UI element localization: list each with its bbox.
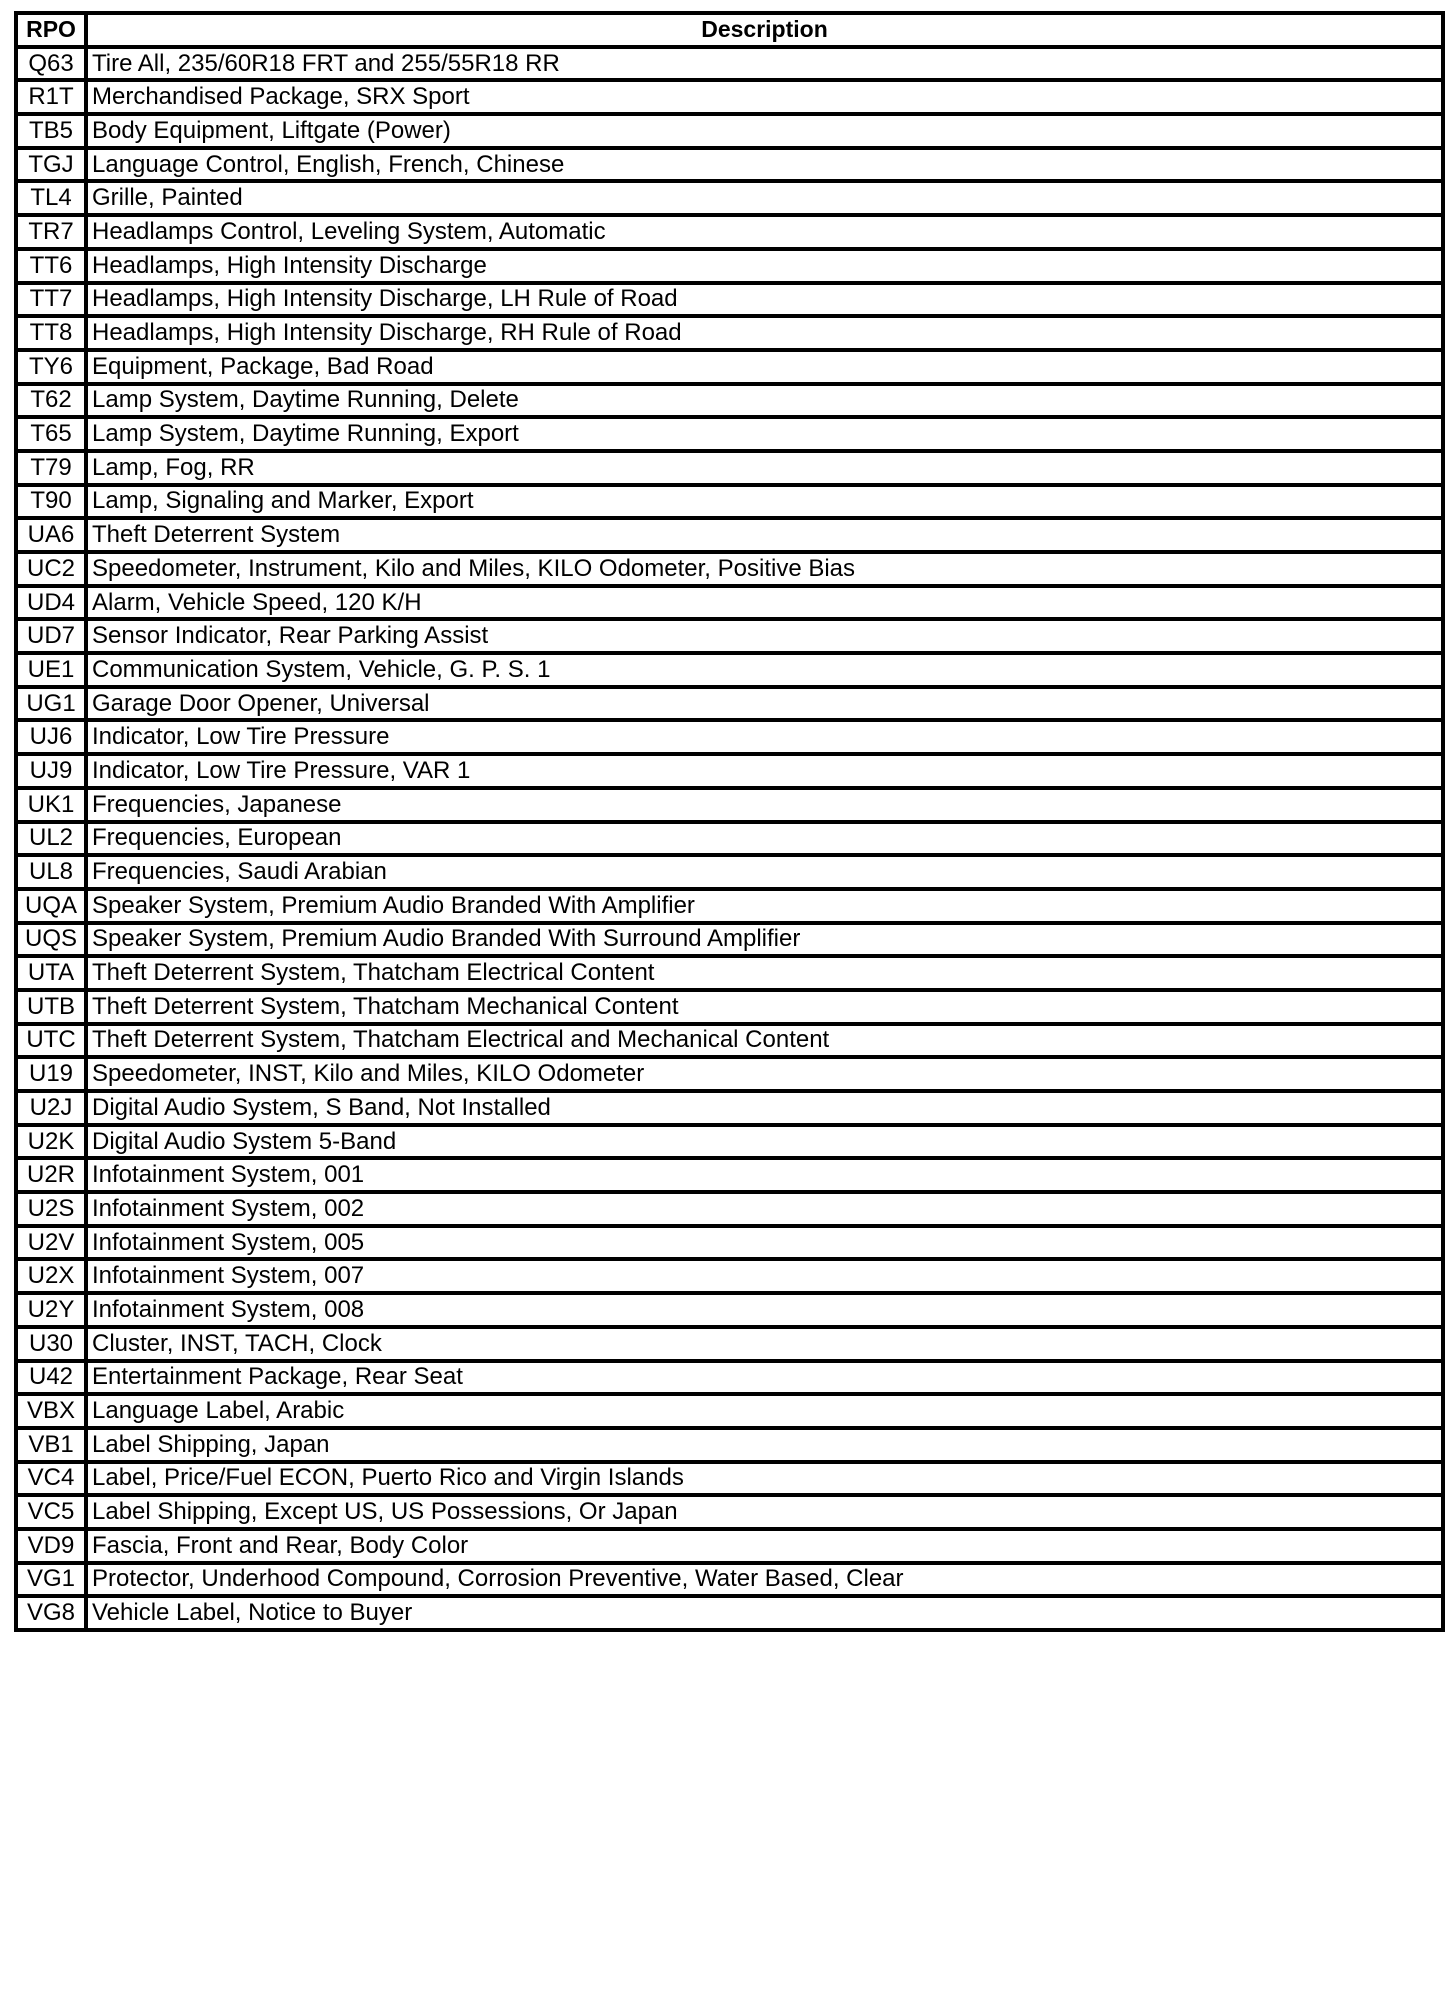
description-cell: Label Shipping, Japan (86, 1428, 1443, 1462)
description-cell: Speaker System, Premium Audio Branded With Surround Amplifier (86, 923, 1443, 957)
description-cell: Language Control, English, French, Chinese (86, 148, 1443, 182)
rpo-code-cell: VG8 (16, 1596, 86, 1630)
description-cell: Infotainment System, 002 (86, 1192, 1443, 1226)
rpo-code-cell: VBX (16, 1394, 86, 1428)
description-cell: Theft Deterrent System, Thatcham Electrical and Mechanical Content (86, 1024, 1443, 1058)
rpo-code-cell: U2V (16, 1226, 86, 1260)
table-row (16, 384, 1443, 418)
table-row (16, 855, 1443, 889)
description-cell: Digital Audio System, S Band, Not Installed (86, 1091, 1443, 1125)
description-cell: Lamp, Signaling and Marker, Export (86, 485, 1443, 519)
table-row (16, 1596, 1443, 1630)
table-row (16, 1529, 1443, 1563)
rpo-code-cell: U2R (16, 1158, 86, 1192)
rpo-code-cell: VB1 (16, 1428, 86, 1462)
table-row (16, 1259, 1443, 1293)
description-cell: Label Shipping, Except US, US Possessions, Or Japan (86, 1495, 1443, 1529)
rpo-code-cell: U2X (16, 1259, 86, 1293)
description-cell: Equipment, Package, Bad Road (86, 350, 1443, 384)
table-row (16, 417, 1443, 451)
table-row (16, 1158, 1443, 1192)
table-row (16, 788, 1443, 822)
description-cell: Label, Price/Fuel ECON, Puerto Rico and Virgin Islands (86, 1462, 1443, 1496)
table-row (16, 114, 1443, 148)
description-cell: Lamp System, Daytime Running, Export (86, 417, 1443, 451)
table-row (16, 1192, 1443, 1226)
description-cell: Grille, Painted (86, 181, 1443, 215)
table-row (16, 687, 1443, 721)
description-cell: Alarm, Vehicle Speed, 120 K/H (86, 586, 1443, 620)
description-cell: Body Equipment, Liftgate (Power) (86, 114, 1443, 148)
table-row (16, 80, 1443, 114)
table-row (16, 754, 1443, 788)
table-row (16, 956, 1443, 990)
table-row (16, 822, 1443, 856)
table-row (16, 1394, 1443, 1428)
rpo-code-cell: UK1 (16, 788, 86, 822)
rpo-code-cell: VC4 (16, 1462, 86, 1496)
rpo-code-cell: UJ6 (16, 720, 86, 754)
table-row (16, 249, 1443, 283)
table-row (16, 283, 1443, 317)
description-cell: Speedometer, INST, Kilo and Miles, KILO Odometer (86, 1057, 1443, 1091)
table-row (16, 451, 1443, 485)
rpo-code-cell: UC2 (16, 552, 86, 586)
rpo-code-cell: UQS (16, 923, 86, 957)
rpo-code-cell: T90 (16, 485, 86, 519)
description-cell: Indicator, Low Tire Pressure, VAR 1 (86, 754, 1443, 788)
table-row (16, 586, 1443, 620)
description-cell: Headlamps Control, Leveling System, Automatic (86, 215, 1443, 249)
description-cell: Digital Audio System 5-Band (86, 1125, 1443, 1159)
table-header-row (16, 13, 1443, 47)
description-cell: Garage Door Opener, Universal (86, 687, 1443, 721)
rpo-code-cell: U2Y (16, 1293, 86, 1327)
table-row (16, 148, 1443, 182)
rpo-code-cell: UL8 (16, 855, 86, 889)
description-cell: Infotainment System, 001 (86, 1158, 1443, 1192)
description-cell: Theft Deterrent System (86, 518, 1443, 552)
rpo-table (14, 11, 1445, 1632)
description-cell: Theft Deterrent System, Thatcham Electrical Content (86, 956, 1443, 990)
rpo-code-cell: TR7 (16, 215, 86, 249)
table-row (16, 215, 1443, 249)
rpo-code-cell: VD9 (16, 1529, 86, 1563)
rpo-code-cell: TL4 (16, 181, 86, 215)
description-cell: Fascia, Front and Rear, Body Color (86, 1529, 1443, 1563)
rpo-document (14, 11, 1441, 1632)
description-cell: Frequencies, Saudi Arabian (86, 855, 1443, 889)
description-cell: Indicator, Low Tire Pressure (86, 720, 1443, 754)
description-cell: Entertainment Package, Rear Seat (86, 1361, 1443, 1395)
description-cell: Theft Deterrent System, Thatcham Mechanical Content (86, 990, 1443, 1024)
rpo-code-cell: TY6 (16, 350, 86, 384)
rpo-code-cell: Q63 (16, 47, 86, 81)
rpo-code-cell: UQA (16, 889, 86, 923)
description-cell: Cluster, INST, TACH, Clock (86, 1327, 1443, 1361)
table-row (16, 1462, 1443, 1496)
rpo-code-cell: TT8 (16, 316, 86, 350)
description-cell: Tire All, 235/60R18 FRT and 255/55R18 RR (86, 47, 1443, 81)
description-cell: Vehicle Label, Notice to Buyer (86, 1596, 1443, 1630)
rpo-code-cell: R1T (16, 80, 86, 114)
rpo-code-cell: T62 (16, 384, 86, 418)
table-row (16, 1125, 1443, 1159)
rpo-code-cell: UE1 (16, 653, 86, 687)
table-row (16, 990, 1443, 1024)
table-row (16, 923, 1443, 957)
description-cell: Lamp System, Daytime Running, Delete (86, 384, 1443, 418)
rpo-code-cell: U2J (16, 1091, 86, 1125)
rpo-code-cell: VG1 (16, 1563, 86, 1597)
rpo-code-cell: U2S (16, 1192, 86, 1226)
table-row (16, 1361, 1443, 1395)
rpo-code-cell: UJ9 (16, 754, 86, 788)
table-row (16, 1091, 1443, 1125)
rpo-code-cell: VC5 (16, 1495, 86, 1529)
rpo-code-cell: UG1 (16, 687, 86, 721)
rpo-code-cell: TT6 (16, 249, 86, 283)
rpo-code-cell: UA6 (16, 518, 86, 552)
table-row (16, 720, 1443, 754)
rpo-code-cell: UL2 (16, 822, 86, 856)
description-cell: Infotainment System, 007 (86, 1259, 1443, 1293)
description-cell: Language Label, Arabic (86, 1394, 1443, 1428)
rpo-code-cell: U19 (16, 1057, 86, 1091)
rpo-code-cell: U2K (16, 1125, 86, 1159)
table-row (16, 1563, 1443, 1597)
header-rpo: RPO (16, 13, 86, 47)
description-cell: Speedometer, Instrument, Kilo and Miles, KILO Odometer, Positive Bias (86, 552, 1443, 586)
rpo-code-cell: UD4 (16, 586, 86, 620)
rpo-code-cell: UTC (16, 1024, 86, 1058)
table-row (16, 181, 1443, 215)
description-cell: Infotainment System, 005 (86, 1226, 1443, 1260)
rpo-code-cell: UTA (16, 956, 86, 990)
rpo-code-cell: TT7 (16, 283, 86, 317)
table-row (16, 1226, 1443, 1260)
header-description: Description (86, 13, 1443, 47)
table-row (16, 518, 1443, 552)
description-cell: Lamp, Fog, RR (86, 451, 1443, 485)
description-cell: Headlamps, High Intensity Discharge (86, 249, 1443, 283)
table-row (16, 1024, 1443, 1058)
description-cell: Protector, Underhood Compound, Corrosion Preventive, Water Based, Clear (86, 1563, 1443, 1597)
table-row (16, 552, 1443, 586)
rpo-code-cell: TGJ (16, 148, 86, 182)
description-cell: Headlamps, High Intensity Discharge, LH Rule of Road (86, 283, 1443, 317)
description-cell: Sensor Indicator, Rear Parking Assist (86, 619, 1443, 653)
table-row (16, 1057, 1443, 1091)
table-row (16, 1327, 1443, 1361)
description-cell: Communication System, Vehicle, G. P. S. 1 (86, 653, 1443, 687)
table-row (16, 1428, 1443, 1462)
description-cell: Headlamps, High Intensity Discharge, RH Rule of Road (86, 316, 1443, 350)
description-cell: Merchandised Package, SRX Sport (86, 80, 1443, 114)
table-row (16, 316, 1443, 350)
table-row (16, 350, 1443, 384)
rpo-code-cell: U30 (16, 1327, 86, 1361)
table-body (16, 47, 1443, 1630)
rpo-code-cell: U42 (16, 1361, 86, 1395)
table-row (16, 653, 1443, 687)
table-row (16, 47, 1443, 81)
table-row (16, 1293, 1443, 1327)
table-row (16, 1495, 1443, 1529)
rpo-code-cell: UTB (16, 990, 86, 1024)
rpo-code-cell: UD7 (16, 619, 86, 653)
rpo-code-cell: TB5 (16, 114, 86, 148)
table-row (16, 889, 1443, 923)
description-cell: Frequencies, European (86, 822, 1443, 856)
rpo-code-cell: T65 (16, 417, 86, 451)
table-row (16, 485, 1443, 519)
rpo-code-cell: T79 (16, 451, 86, 485)
description-cell: Speaker System, Premium Audio Branded With Amplifier (86, 889, 1443, 923)
description-cell: Frequencies, Japanese (86, 788, 1443, 822)
table-row (16, 619, 1443, 653)
description-cell: Infotainment System, 008 (86, 1293, 1443, 1327)
